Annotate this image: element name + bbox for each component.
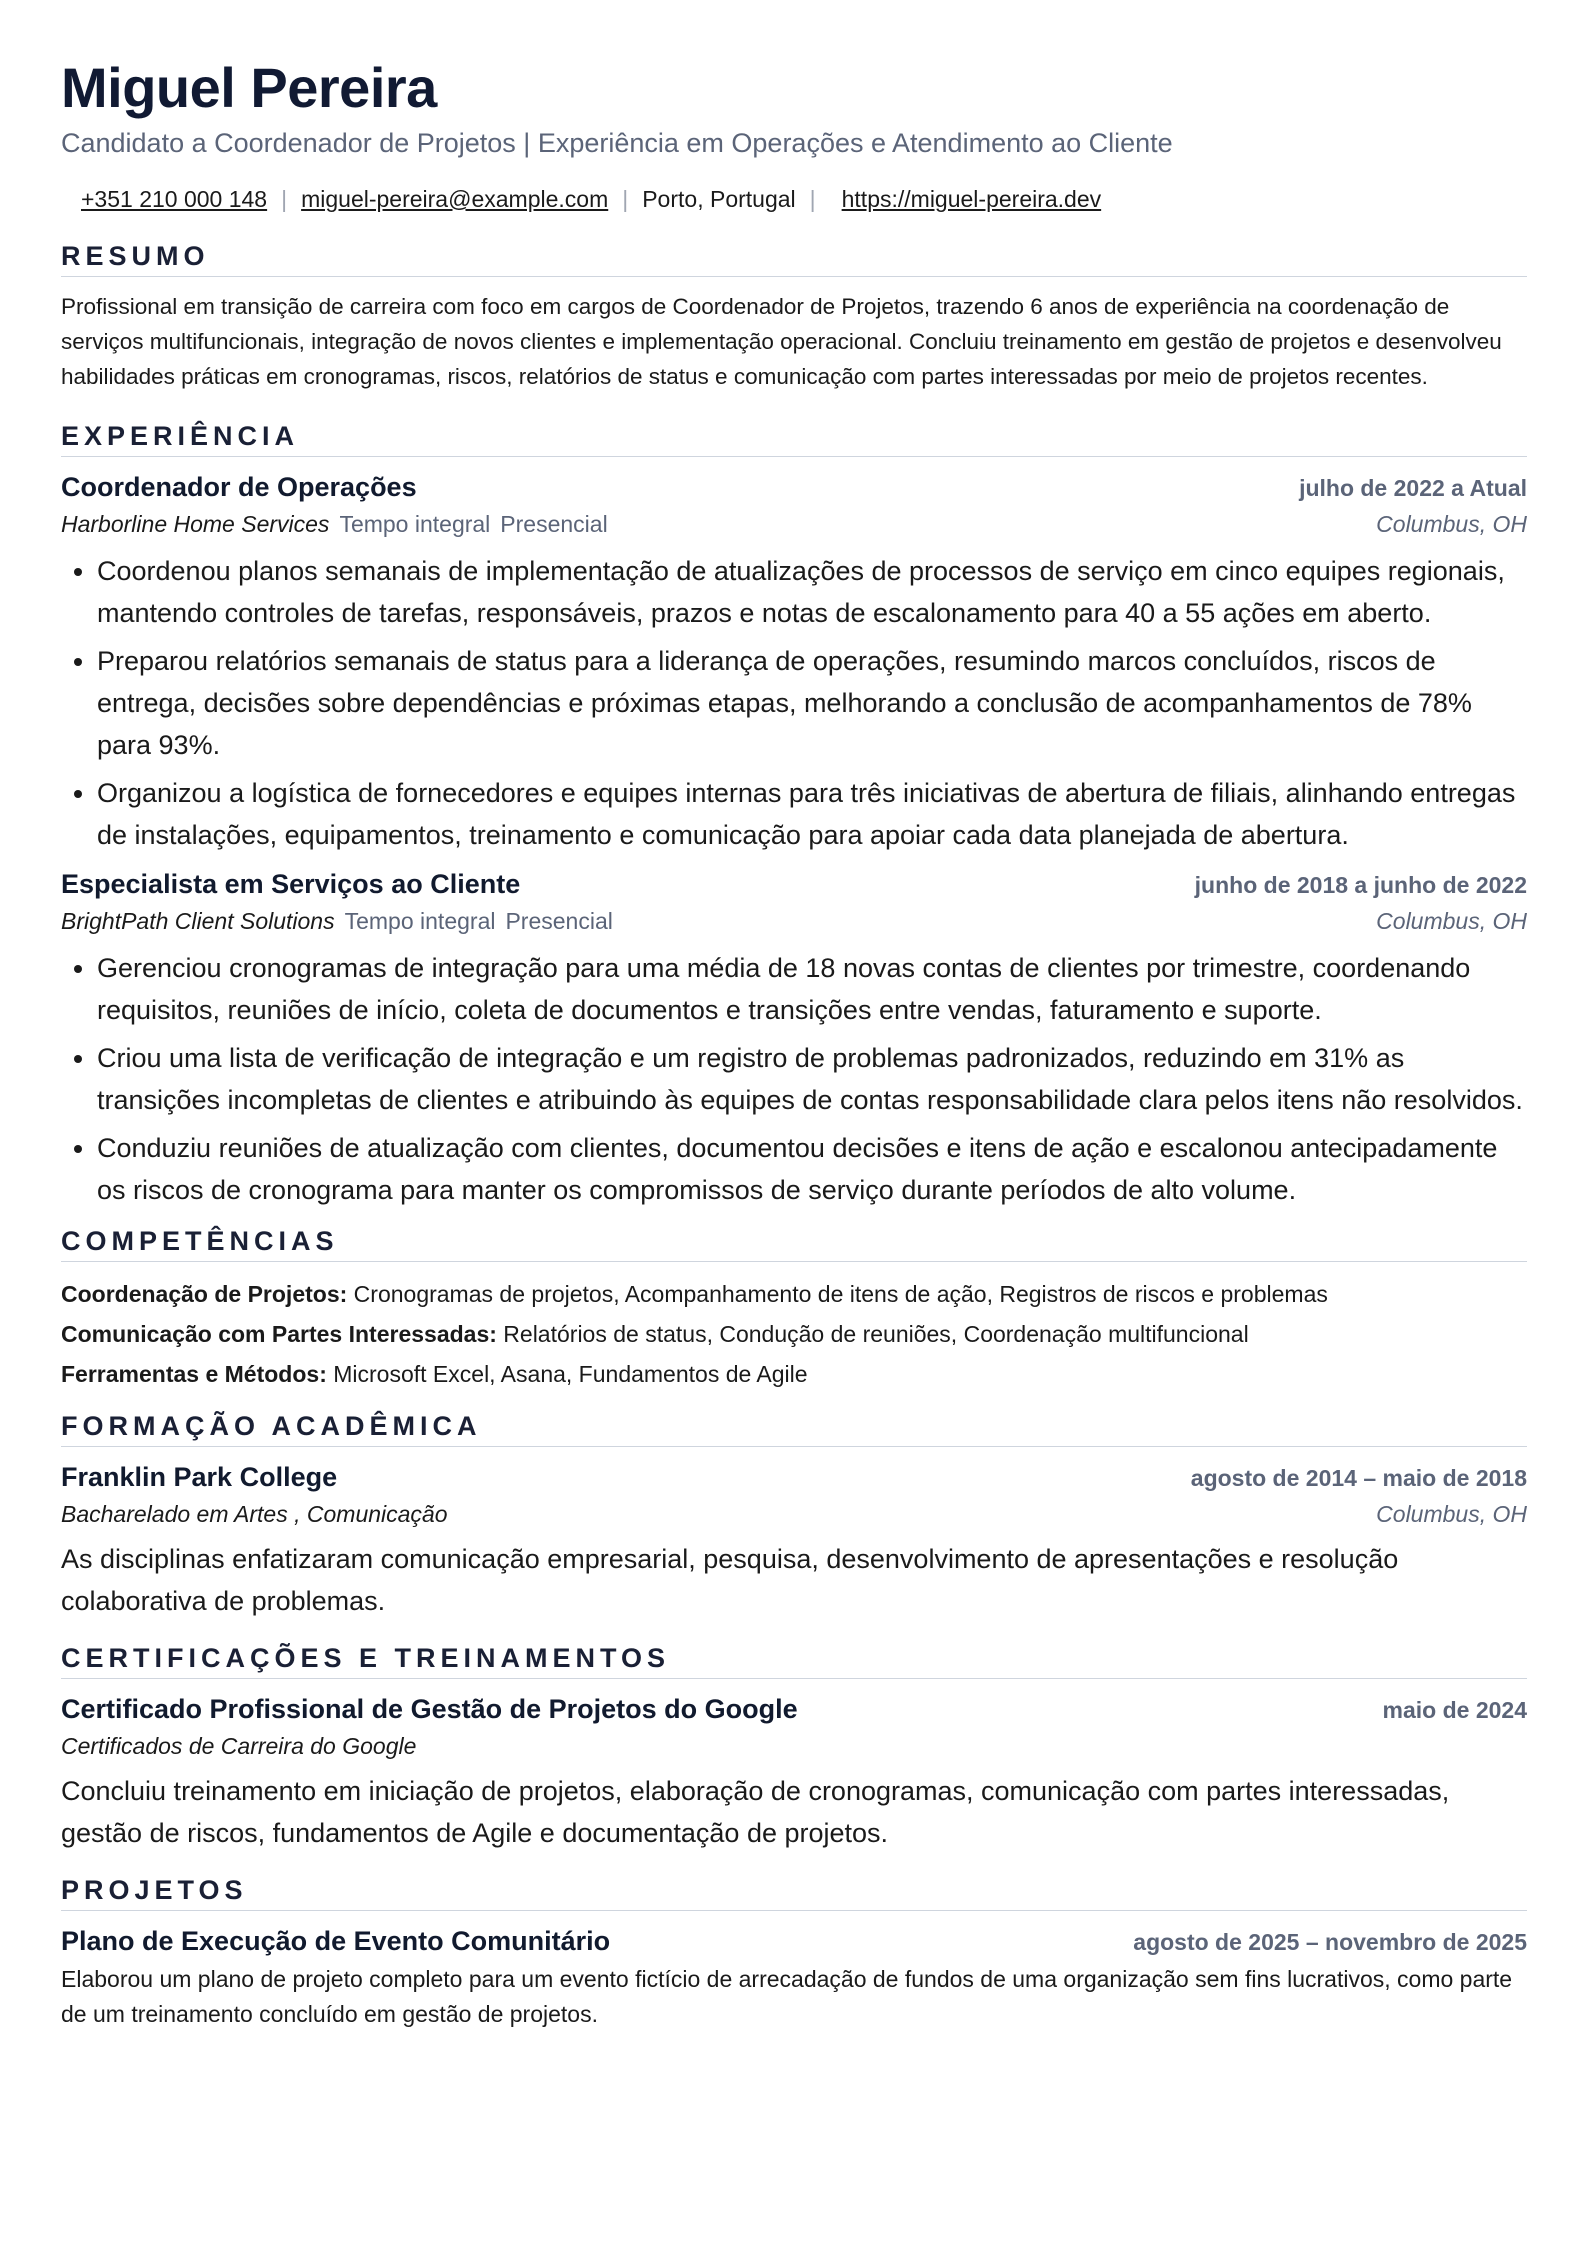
job-location: Columbus, OH xyxy=(1376,908,1527,934)
list-item: • Gerenciou cronogramas de integração para uma média de 18 novas contas de clientes por trimestre, coordenando requisitos, reuniões de início, coleta de documentos e transições entre vendas, faturamento e suporte. xyxy=(97,947,1527,1031)
degree: Bacharelado em Artes , Comunicação xyxy=(61,1501,448,1527)
skill-group xyxy=(61,1354,1527,1394)
certifications-section xyxy=(61,1642,1527,1854)
list-item: • Organizou a logística de fornecedores e equipes internas para três iniciativas de abertura de filiais, alinhando entregas de instalações, equipamentos, treinamento e comunicação para apoiar cada data planejada de abertura. xyxy=(97,772,1527,856)
job-entry xyxy=(61,469,1527,856)
job-mode: Presencial xyxy=(500,511,608,537)
certification-issuer: Certificados de Carreira do Google xyxy=(61,1733,417,1759)
summary-text: Profissional em transição de carreira com foco em cargos de Coordenador de Projetos, trazendo 6 anos de experiência na coordenação de serviços multifuncionais, integração de novos clientes e implementação operacional. Concluiu treinamento em gestão de projetos e desenvolveu habilidades práticas em cronogramas, riscos, relatórios de status e comunicação com partes interessadas por meio de projetos recentes. xyxy=(61,294,1502,389)
job-company: Harborline Home Services xyxy=(61,511,330,537)
phone-link[interactable]: +351 210 000 148 xyxy=(81,186,268,212)
skill-items: Relatórios de status, Condução de reuniões, Coordenação multifuncional xyxy=(503,1321,1249,1347)
job-bullets xyxy=(61,550,1527,856)
job-role: Coordenador de Operações xyxy=(61,472,417,502)
section-title-skills: COMPETÊNCIAS xyxy=(61,1225,1527,1262)
projects-section xyxy=(61,1874,1527,2032)
skill-group xyxy=(61,1314,1527,1354)
school-name: Franklin Park College xyxy=(61,1462,338,1492)
skill-items: Microsoft Excel, Asana, Fundamentos de Agile xyxy=(333,1361,808,1387)
section-title-experience: EXPERIÊNCIA xyxy=(61,420,1527,457)
separator: | xyxy=(809,186,816,212)
separator: | xyxy=(622,186,629,212)
location-text: Porto, Portugal xyxy=(642,186,796,212)
summary-section xyxy=(61,240,1527,394)
website-link[interactable]: https://miguel-pereira.dev xyxy=(841,186,1102,212)
experience-section xyxy=(61,420,1527,1211)
skill-label: Coordenação de Projetos: xyxy=(61,1281,348,1307)
education-location: Columbus, OH xyxy=(1376,1501,1527,1527)
job-company: BrightPath Client Solutions xyxy=(61,908,335,934)
section-title-projects: PROJETOS xyxy=(61,1874,1527,1911)
job-mode: Presencial xyxy=(505,908,613,934)
separator: | xyxy=(281,186,288,212)
job-type: Tempo integral xyxy=(344,908,496,934)
job-bullets xyxy=(61,947,1527,1211)
list-item: • Preparou relatórios semanais de status para a liderança de operações, resumindo marcos concluídos, riscos de entrega, decisões sobre dependências e próximas etapas, melhorando a conclusão de acompanhamentos de 78% para 93%. xyxy=(97,640,1527,766)
list-item: • Conduziu reuniões de atualização com clientes, documentou decisões e itens de ação e escalonou antecipadamente os riscos de cronograma para manter os compromissos de serviço durante períodos de alto volume. xyxy=(97,1127,1527,1211)
project-dates: agosto de 2025 – novembro de 2025 xyxy=(1133,1929,1527,1955)
section-title-summary: RESUMO xyxy=(61,240,1527,277)
skill-label: Comunicação com Partes Interessadas: xyxy=(61,1321,497,1347)
education-dates: agosto de 2014 – maio de 2018 xyxy=(1190,1465,1527,1491)
education-description: As disciplinas enfatizaram comunicação empresarial, pesquisa, desenvolvimento de apresentações e resolução colaborativa de problemas. xyxy=(61,1544,1399,1616)
skill-label: Ferramentas e Métodos: xyxy=(61,1361,327,1387)
headline: Candidato a Coordenador de Projetos | Experiência em Operações e Atendimento ao Cliente xyxy=(61,128,1173,158)
project-description: Elaborou um plano de projeto completo para um evento fictício de arrecadação de fundos de uma organização sem fins lucrativos, como parte de um treinamento concluído em gestão de projetos. xyxy=(61,1966,1513,2027)
certification-description: Concluiu treinamento em iniciação de projetos, elaboração de cronogramas, comunicação com partes interessadas, gestão de riscos, fundamentos de Agile e documentação de projetos. xyxy=(61,1776,1450,1848)
list-item: • Coordenou planos semanais de implementação de atualizações de processos de serviço em cinco equipes regionais, mantendo controles de tarefas, responsáveis, prazos e notas de escalonamento para 40 a 55 ações em aberto. xyxy=(97,550,1527,634)
skills-section xyxy=(61,1225,1527,1394)
skill-group xyxy=(61,1274,1527,1314)
contact-line xyxy=(61,184,1527,214)
project-name: Plano de Execução de Evento Comunitário xyxy=(61,1926,611,1956)
job-role: Especialista em Serviços ao Cliente xyxy=(61,869,521,899)
job-type: Tempo integral xyxy=(339,511,491,537)
skill-items: Cronogramas de projetos, Acompanhamento de itens de ação, Registros de riscos e problemas xyxy=(353,1281,1328,1307)
list-item: • Criou uma lista de verificação de integração e um registro de problemas padronizados, reduzindo em 31% as transições incompletas de clientes e atribuindo às equipes de contas responsabilidade clara pelos itens não resolvidos. xyxy=(97,1037,1527,1121)
job-location: Columbus, OH xyxy=(1376,511,1527,537)
certification-date: maio de 2024 xyxy=(1382,1697,1527,1723)
certification-name: Certificado Profissional de Gestão de Projetos do Google xyxy=(61,1694,798,1724)
job-entry xyxy=(61,866,1527,1211)
job-dates: junho de 2018 a junho de 2022 xyxy=(1194,872,1527,898)
section-title-education: FORMAÇÃO ACADÊMICA xyxy=(61,1410,1527,1447)
email-link[interactable]: miguel-pereira@example.com xyxy=(301,186,609,212)
candidate-name: Miguel Pereira xyxy=(61,56,437,119)
job-dates: julho de 2022 a Atual xyxy=(1299,475,1527,501)
education-section xyxy=(61,1410,1527,1622)
section-title-certifications: CERTIFICAÇÕES E TREINAMENTOS xyxy=(61,1642,1527,1679)
